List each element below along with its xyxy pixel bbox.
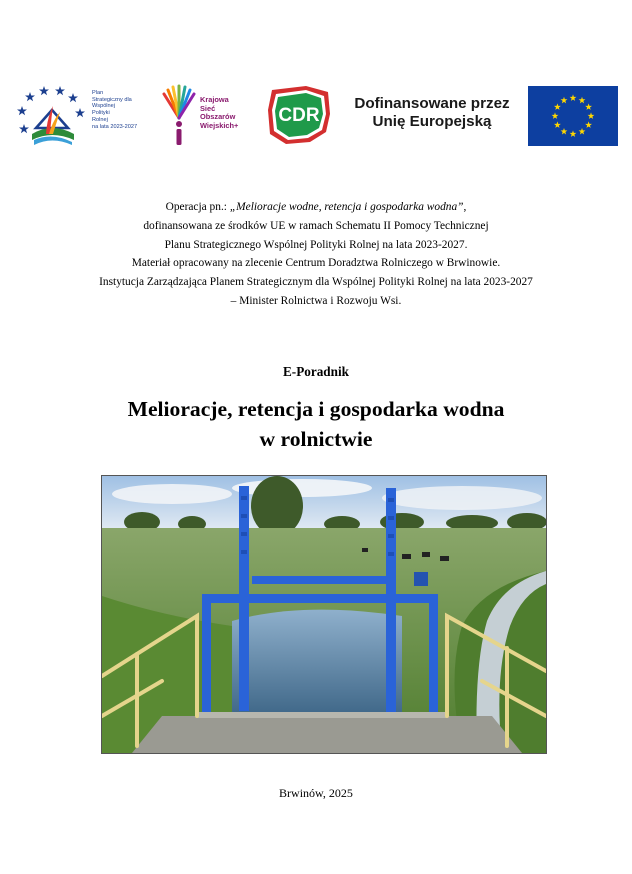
plan-strategiczny-logo (16, 84, 144, 148)
logo-strip (0, 78, 632, 154)
operation-name: „Melioracje wodne, retencja i gospodarka wodna” (229, 201, 464, 213)
operation-line: Materiał opracowany na zlecenie Centrum Doradztwa Rolniczego w Brwinowie. (131, 257, 501, 270)
cdr-logo (266, 84, 332, 146)
plan-logo-line: Plan (92, 90, 104, 96)
cdr-logo-text: CDR (278, 105, 320, 126)
plan-logo-text (92, 90, 137, 130)
title-line: Melioracje, retencja i gospodarka wodna (127, 397, 505, 421)
operation-line: – Minister Rolnictwa i Rozwoju Wsi. (230, 294, 402, 307)
ksow-logo-line: Krajowa (200, 95, 229, 104)
ksow-logo-line: Obszarów (200, 112, 236, 122)
plan-logo-line: Wspólnej (92, 103, 116, 110)
ksow-logo (160, 84, 252, 148)
eu-funding-line: Unię Europejską (372, 113, 492, 130)
place-and-year: Brwinów, 2025 (279, 786, 353, 800)
operation-line (60, 198, 572, 217)
plan-logo-line: Rolnej (92, 116, 108, 123)
plan-logo-line: na lata 2023-2027 (92, 123, 138, 130)
ksow-logo-line: Wiejskich+ (200, 120, 239, 130)
ksow-logo-icon (160, 84, 198, 148)
plan-strategiczny-logo-icon (16, 84, 88, 148)
plan-logo-line: Polityki (92, 110, 110, 117)
operation-suffix: , (463, 201, 467, 213)
sluice-gate-photo (102, 476, 546, 753)
ksow-logo-text (200, 96, 238, 130)
document-title (0, 394, 632, 454)
cover-photo (101, 475, 547, 754)
operation-line: dofinansowana ze środków UE w ramach Schematu II Pomocy Technicznej (143, 219, 489, 232)
plan-logo-line: Strategiczny dla (92, 96, 132, 103)
operation-line: Planu Strategicznego Wspólnej Polityki Rolnej na lata 2023-2027. (164, 238, 468, 251)
eu-funding-line: Dofinansowane przez (354, 95, 510, 112)
operation-prefix: Operacja pn.: (165, 201, 230, 213)
operation-description (60, 198, 572, 311)
operation-line: Instytucja Zarządzająca Planem Strategicznym dla Wspólnej Polityki Rolnej na lata 2023-2027 (99, 276, 533, 289)
ksow-logo-line: Sieć (200, 103, 216, 113)
cdr-logo-icon (266, 84, 332, 146)
document-type: E-Poradnik (283, 364, 349, 379)
eu-flag (528, 86, 618, 146)
eu-funding-text (348, 95, 516, 131)
eu-flag-icon (528, 86, 618, 146)
title-line: w rolnictwie (259, 427, 373, 451)
